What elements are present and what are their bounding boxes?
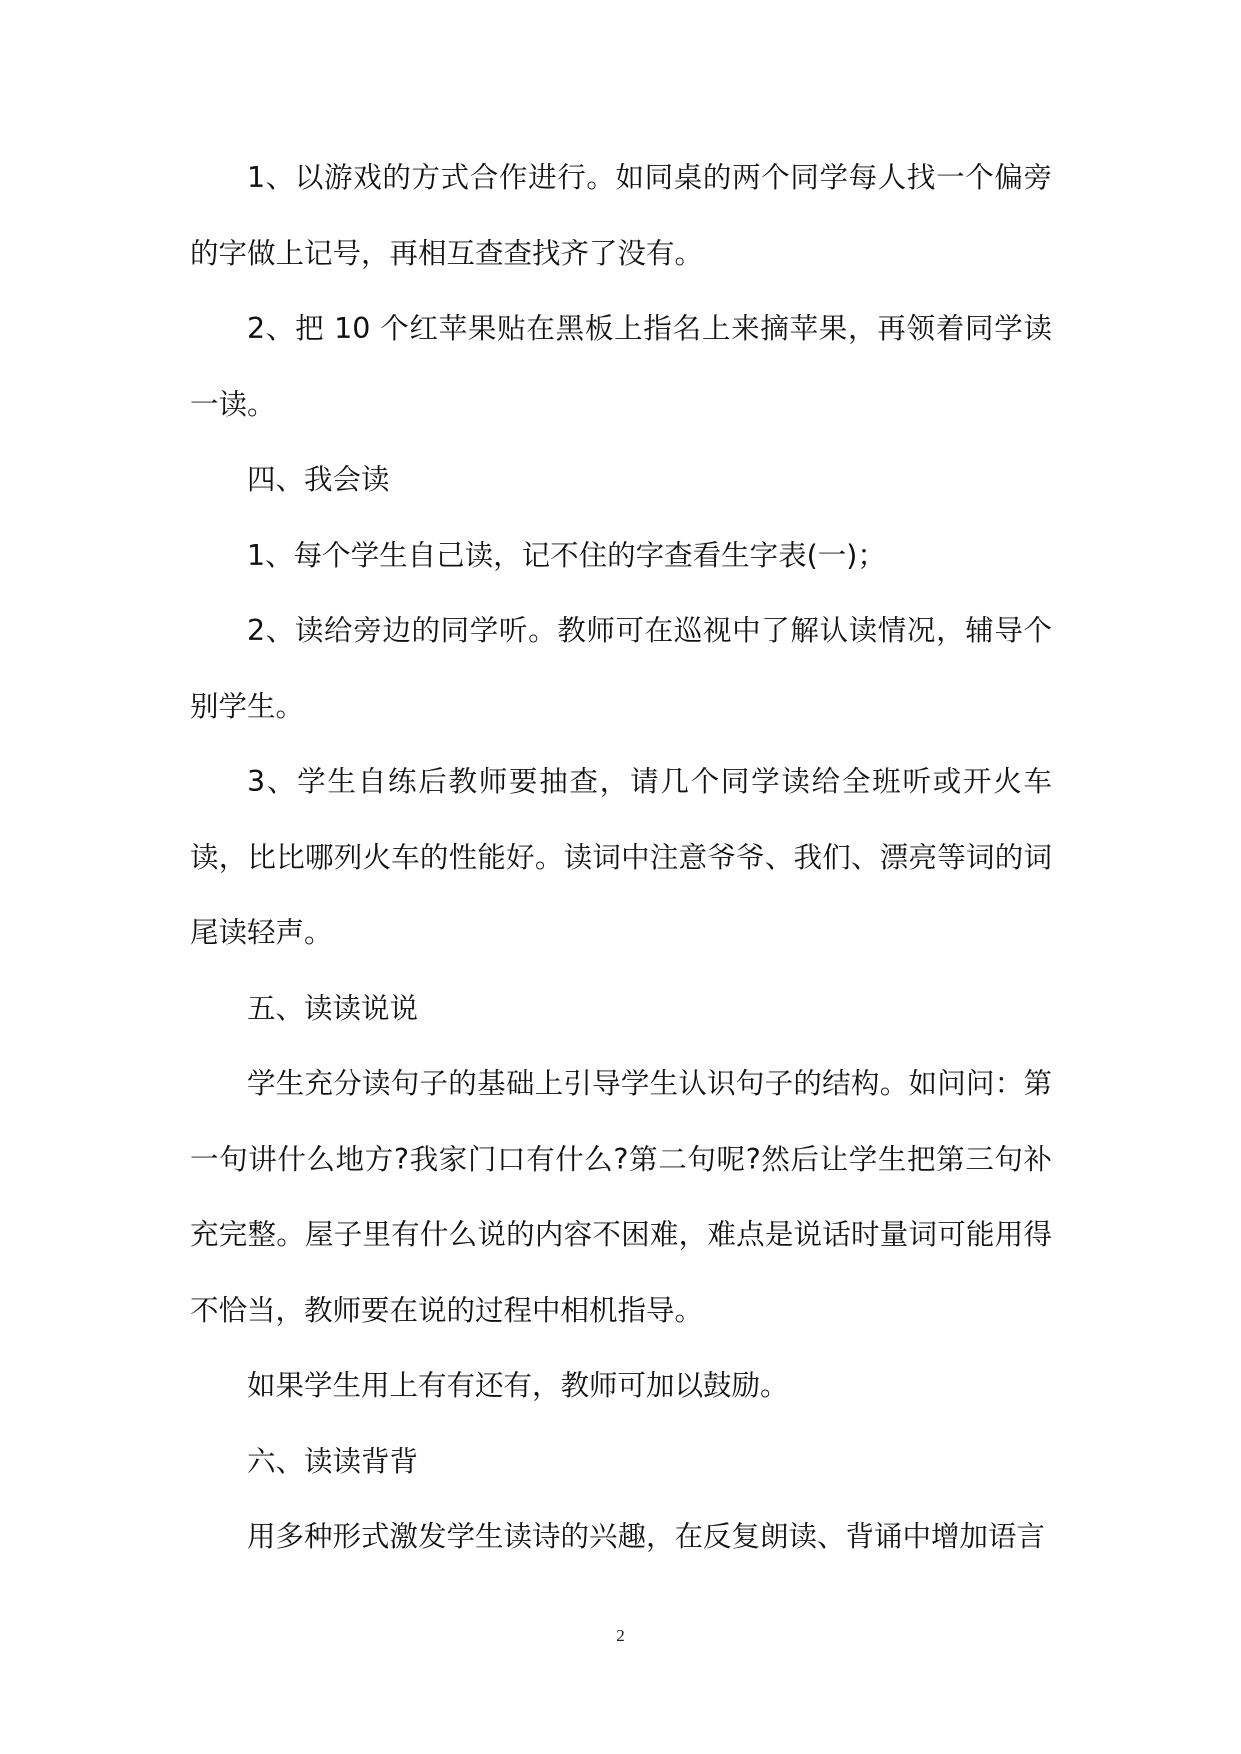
paragraph: 学生充分读句子的基础上引导学生认识句子的结构。如问问：第一句讲什么地方?我家门口有什么?第二句呢?然后让学生把第三句补充完整。屋子里有什么说的内容不困难，难点是说话时量词可能用得不恰当，教师要在说的过程中相机指导。	[190, 1067, 1052, 1327]
paragraph: 用多种形式激发学生读诗的兴趣，在反复朗读、背诵中增加语言	[247, 1520, 1046, 1553]
section-heading: 五、读读说说	[247, 991, 419, 1025]
page-number: 2	[616, 1626, 625, 1645]
document-body	[190, 140, 1052, 1575]
paragraph: 1、以游戏的方式合作进行。如同桌的两个同学每人找一个偏旁的字做上记号，再相互查查找齐了没有。	[190, 161, 1052, 270]
paragraph: 如果学生用上有有还有，教师可加以鼓励。	[247, 1369, 789, 1402]
paragraph: 1、每个学生自己读，记不住的字查看生字表(一)；	[247, 538, 886, 572]
section-heading: 六、读读背背	[247, 1444, 419, 1478]
paragraph: 3、学生自练后教师要抽查，请几个同学读给全班听或开火车读，比比哪列火车的性能好。读词中注意爷爷、我们、漂亮等词的词尾读轻声。	[190, 765, 1052, 949]
paragraph: 2、把 10 个红苹果贴在黑板上指名上来摘苹果，再领着同学读一读。	[190, 312, 1052, 421]
section-heading: 四、我会读	[247, 463, 390, 496]
paragraph: 2、读给旁边的同学听。教师可在巡视中了解认读情况，辅导个别学生。	[190, 614, 1052, 723]
